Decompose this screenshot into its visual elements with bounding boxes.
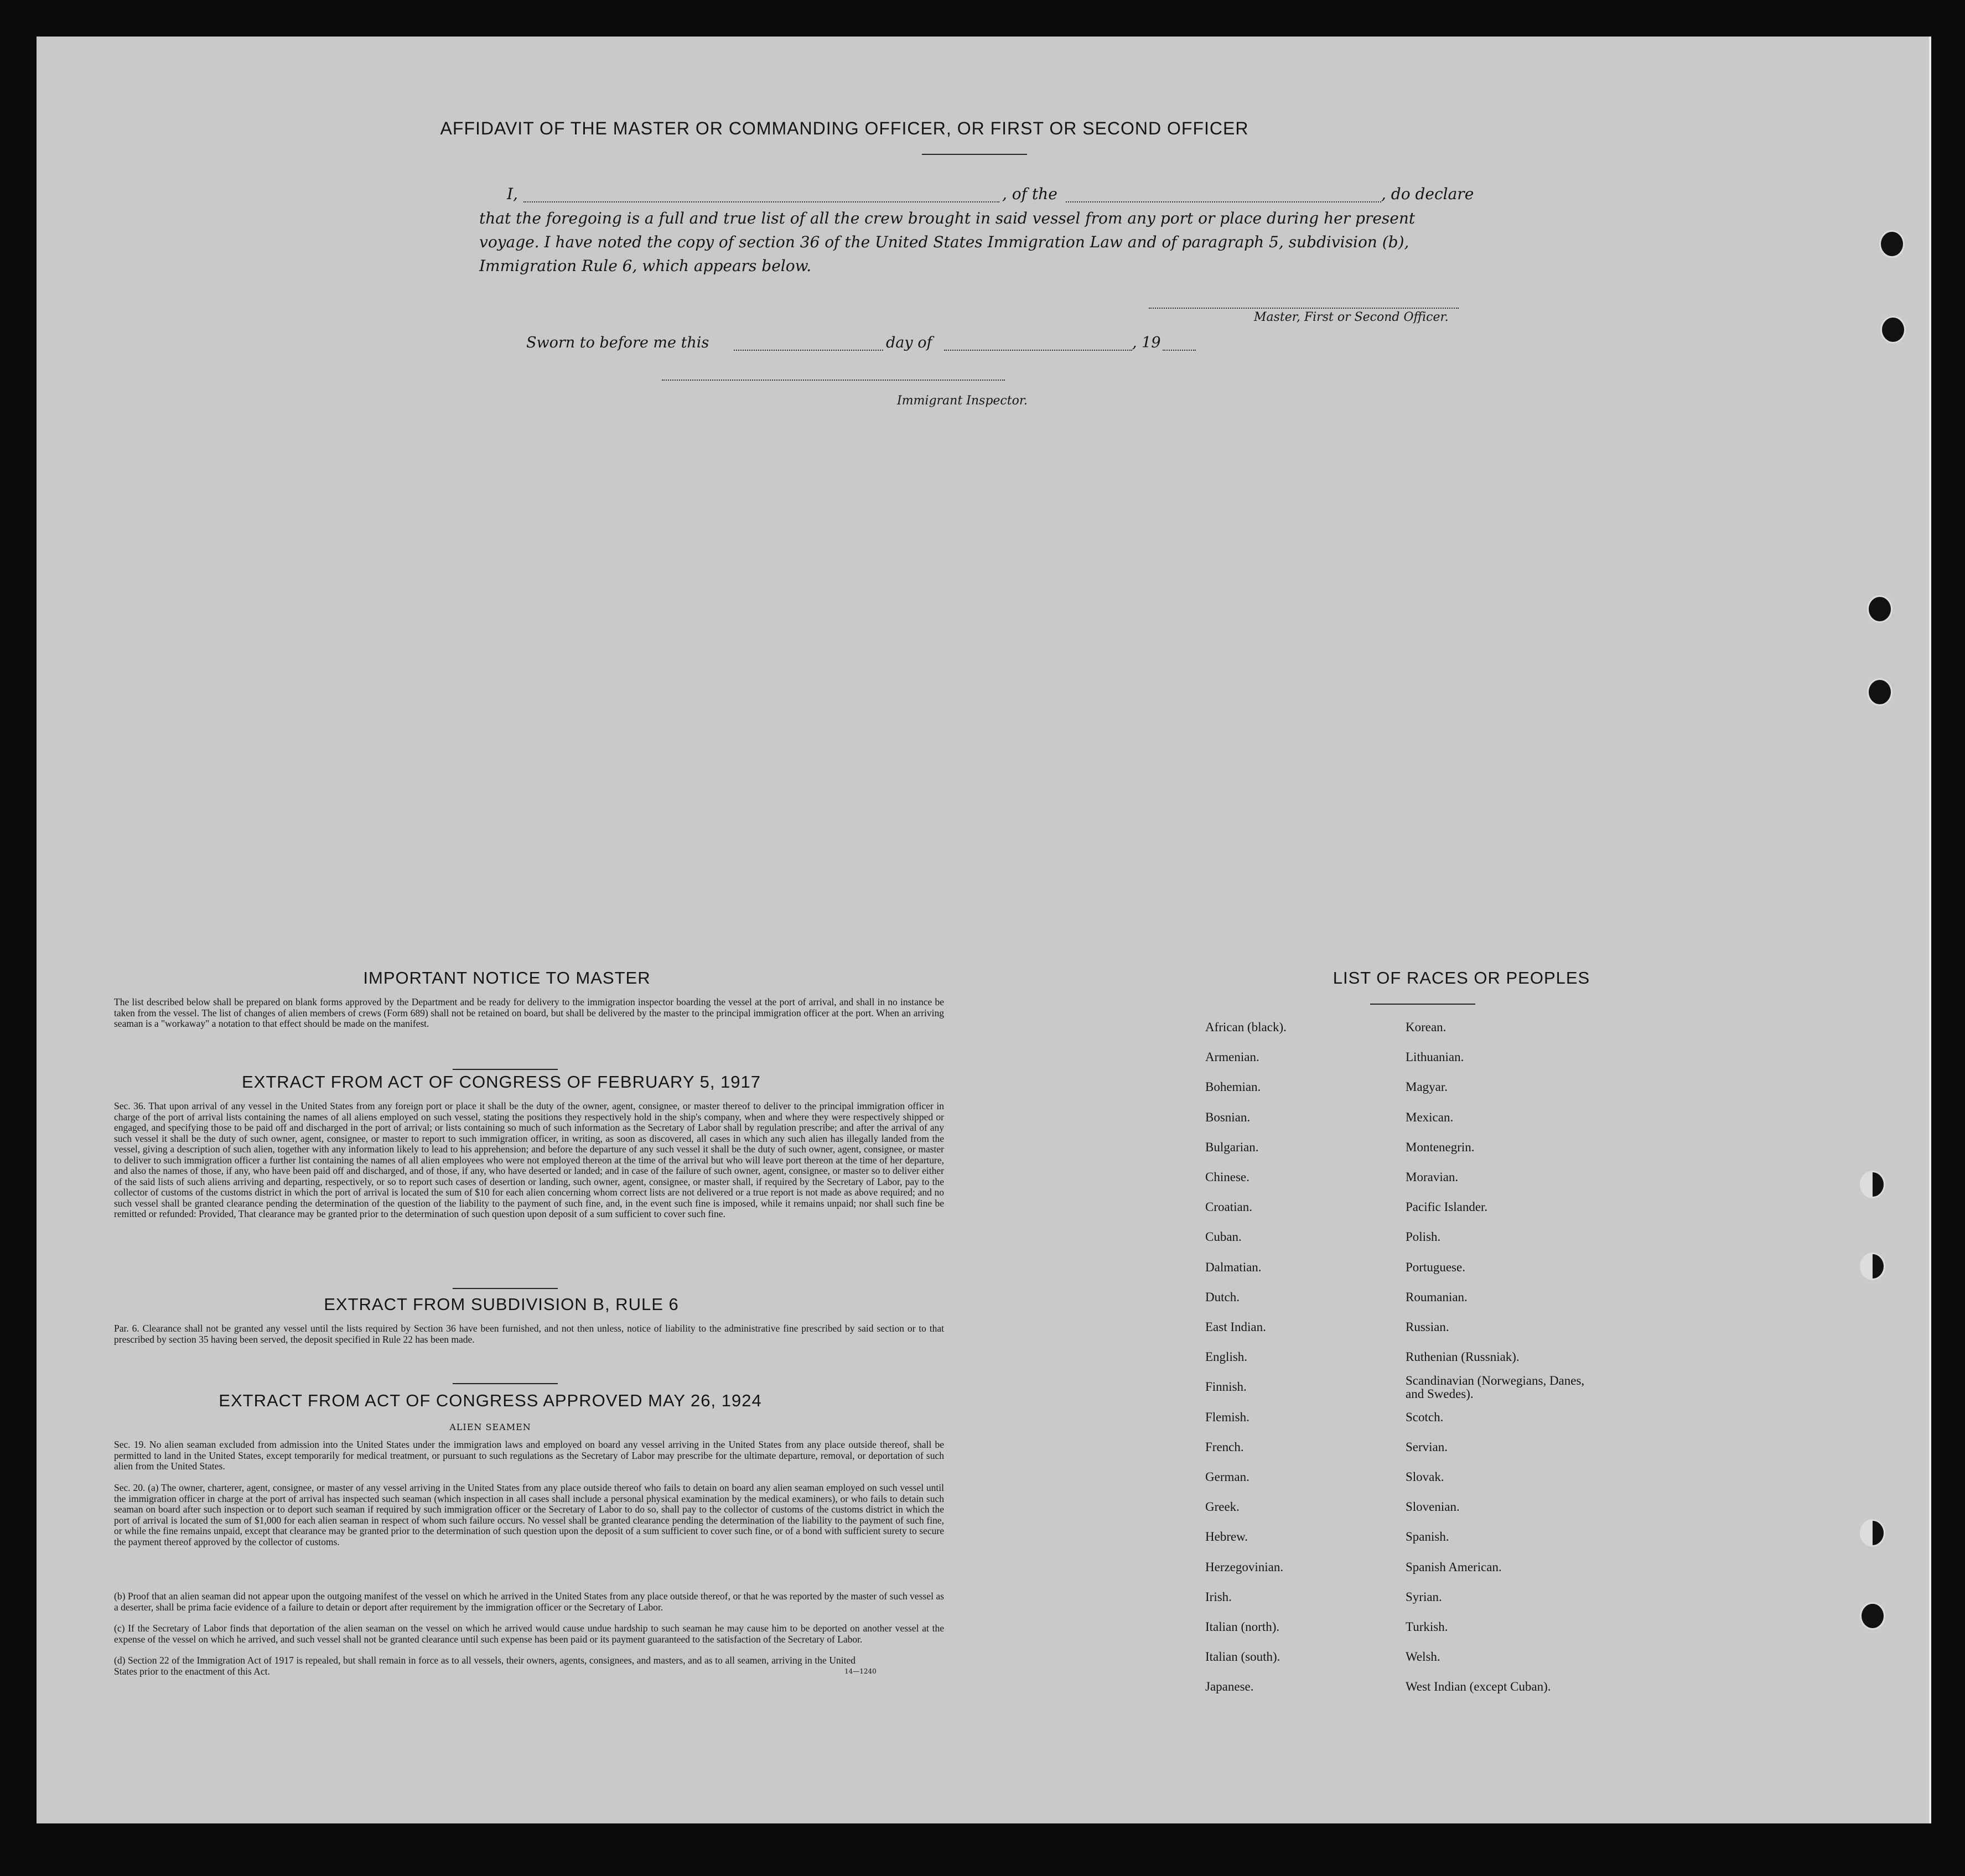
- race-item: Korean.: [1406, 1020, 1446, 1034]
- race-item: Mexican.: [1406, 1110, 1454, 1124]
- binder-hole: [1860, 1519, 1885, 1547]
- binder-hole: [1867, 678, 1893, 706]
- race-item: Spanish American.: [1406, 1560, 1502, 1574]
- race-item: Slovak.: [1406, 1470, 1444, 1484]
- race-item: Slovenian.: [1406, 1500, 1460, 1514]
- month-blank[interactable]: [944, 350, 1132, 351]
- divider: [453, 1383, 558, 1384]
- race-item: Dalmatian.: [1205, 1260, 1262, 1274]
- day-blank[interactable]: [734, 350, 883, 351]
- act1924-sec19: Sec. 19. No alien seaman excluded from admission into the United States under the immigration laws and employed on board any vessel arriving in the United States from any place outside thereof, shall be permitted to land in the United States, except temporarily for medical treatment, or pursuant to such regulations as the Secretary of Labor may prescribe for the ultimate departure, removal, or deportation of such alien from the United States.: [114, 1439, 944, 1472]
- race-item: Portuguese.: [1406, 1260, 1465, 1274]
- divider: [1370, 1004, 1475, 1005]
- act1917-title: EXTRACT FROM ACT OF CONGRESS OF FEBRUARY 5, 1917: [241, 1072, 761, 1092]
- affidavit-of-the: , of the: [1002, 185, 1057, 203]
- divider: [453, 1069, 558, 1070]
- race-item: Spanish.: [1406, 1530, 1449, 1544]
- affidavit-i: I,: [507, 185, 518, 203]
- binder-hole: [1879, 230, 1905, 258]
- act1924-title: EXTRACT FROM ACT OF CONGRESS APPROVED MAY 26, 1924: [219, 1391, 762, 1410]
- race-item: Japanese.: [1205, 1680, 1254, 1694]
- race-item: East Indian.: [1205, 1320, 1266, 1334]
- affidavit-line3: voyage. I have noted the copy of section 36 of the United States Immigration Law and of paragraph 5, subdivision (b),: [479, 233, 1409, 251]
- race-item: Magyar.: [1406, 1080, 1448, 1094]
- race-item: French.: [1205, 1440, 1244, 1454]
- race-item: Scotch.: [1406, 1410, 1444, 1424]
- master-signature-line[interactable]: [1149, 308, 1459, 309]
- affidavit-declare: , do declare: [1381, 185, 1474, 203]
- race-item: Syrian.: [1406, 1589, 1442, 1604]
- race-item: Servian.: [1406, 1440, 1448, 1454]
- race-item: Flemish.: [1205, 1410, 1249, 1424]
- act1924-subtitle: ALIEN SEAMEN: [449, 1422, 531, 1432]
- race-item: Chinese.: [1205, 1170, 1249, 1184]
- act1924-sec20d: (d) Section 22 of the Immigration Act of 1917 is repealed, but shall remain in force as to all vessels, their owners, agents, consignees, and masters, and as to all seamen, arriving in the United States prior to the enactment of this Act.: [114, 1655, 856, 1677]
- race-item: Greek.: [1205, 1500, 1240, 1514]
- document-page: [37, 37, 1931, 1823]
- race-item: Moravian.: [1406, 1170, 1459, 1184]
- race-item: Turkish.: [1406, 1620, 1448, 1634]
- race-item: African (black).: [1205, 1020, 1287, 1034]
- race-item: Italian (south).: [1205, 1650, 1280, 1664]
- inspector-signature-line[interactable]: [662, 380, 1005, 381]
- divider: [453, 1288, 558, 1289]
- notice-title: IMPORTANT NOTICE TO MASTER: [363, 968, 651, 988]
- race-item: Ruthenian (Russniak).: [1406, 1350, 1520, 1364]
- races-title: LIST OF RACES OR PEOPLES: [1333, 968, 1590, 988]
- binder-hole: [1860, 1171, 1885, 1198]
- binder-hole: [1867, 595, 1893, 623]
- sworn-prefix: Sworn to before me this: [526, 334, 709, 351]
- race-item: Bosnian.: [1205, 1110, 1251, 1124]
- race-item: West Indian (except Cuban).: [1406, 1680, 1551, 1694]
- act1924-sec20c: (c) If the Secretary of Labor finds that deportation of the alien seaman on the vessel on which he arrived would cause undue hardship to such seaman he may cause him to be deported on another vessel at the expense of the vessel on which he arrived, and such vessel shall not be granted clearance until such expense has been paid or its payment guaranteed to the satisfaction of the Secretary of Labor.: [114, 1623, 944, 1645]
- race-item: Dutch.: [1205, 1290, 1240, 1304]
- notice-text: The list described below shall be prepared on blank forms approved by the Department and be ready for delivery to the immigration inspector boarding the vessel at the port of arrival, and shall in no instance be taken from the vessel. The list of changes of alien members of crews (Form 689) shall not be retained on board, but shall be delivered by the master to the principal immigration officer at the port. When an arriving seaman is a "workaway" a notation to that effect should be made on the manifest.: [114, 996, 944, 1029]
- sworn-year: , 19: [1132, 334, 1161, 351]
- binder-hole: [1860, 1253, 1885, 1280]
- form-number: 14—1240: [844, 1667, 877, 1675]
- race-item: Bulgarian.: [1205, 1140, 1259, 1154]
- race-item: Scandinavian (Norwegians, Danes, and Swedes).: [1406, 1374, 1585, 1401]
- race-item: German.: [1205, 1470, 1249, 1484]
- act1924-sec20b: (b) Proof that an alien seaman did not appear upon the outgoing manifest of the vessel on which he arrived in the United States from any place outside thereof, or that he was reported by the master of such vessel as a deserter, shall be prima facie evidence of a failure to detain or deport after requirement by the immigration officer or the Secretary of Labor.: [114, 1591, 944, 1613]
- binder-hole: [1860, 1602, 1885, 1630]
- race-item: Hebrew.: [1205, 1530, 1248, 1544]
- race-item: Armenian.: [1205, 1050, 1259, 1064]
- divider: [922, 154, 1027, 155]
- act1924-sec20a: Sec. 20. (a) The owner, charterer, agent, consignee, or master of any vessel arriving in the United States from any place outside thereof who fails to detain on board any alien seaman employed on such vessel until the immigration officer in charge at the port of arrival has inspected such seaman (which inspection in all cases shall include a personal physical examination by the medical examiners), or who fails to detain such seaman on board after such inspection or to deport such seaman if required by such immigration officer or the Secretary of Labor to do so, shall pay to the collector of customs of the customs district in which the port of arrival is located the sum of $1,000 for each alien seaman in respect of whom such failure occurs. No vessel shall be granted clearance pending the determination of the liability to the payment of such fine, or while the fine remains unpaid, except that clearance may be granted prior to the determination of such question upon the deposit of a sum sufficient to cover such fine, or of a bond with sufficient surety to secure the payment thereof approved by the collector of customs.: [114, 1482, 944, 1547]
- sworn-day-of: day of: [886, 334, 932, 351]
- name-blank[interactable]: [523, 201, 999, 202]
- binder-hole: [1880, 316, 1906, 344]
- affidavit-title: AFFIDAVIT OF THE MASTER OR COMMANDING OFFICER, OR FIRST OR SECOND OFFICER: [440, 118, 1249, 138]
- year-blank[interactable]: [1163, 350, 1196, 351]
- race-item: Finnish.: [1205, 1380, 1247, 1394]
- race-item: Irish.: [1205, 1589, 1232, 1604]
- race-item: Cuban.: [1205, 1230, 1242, 1244]
- race-item: Bohemian.: [1205, 1080, 1261, 1094]
- inspector-label: Immigrant Inspector.: [897, 394, 1028, 408]
- race-item: Russian.: [1406, 1320, 1449, 1334]
- race-item: English.: [1205, 1350, 1248, 1364]
- race-item: Welsh.: [1406, 1650, 1440, 1664]
- vessel-blank[interactable]: [1066, 201, 1381, 202]
- race-item: Italian (north).: [1205, 1620, 1280, 1634]
- race-item: Polish.: [1406, 1230, 1441, 1244]
- race-item: Roumanian.: [1406, 1290, 1468, 1304]
- master-signature-label: Master, First or Second Officer.: [1254, 310, 1449, 324]
- race-item: Lithuanian.: [1406, 1050, 1464, 1064]
- rule6-text: Par. 6. Clearance shall not be granted any vessel until the lists required by Section 36 have been furnished, and not then unless, notice of liability to the administrative fine prescribed by said section or to that prescribed by section 35 having been served, the deposit specified in Rule 22 has been made.: [114, 1323, 944, 1345]
- race-item: Montenegrin.: [1406, 1140, 1475, 1154]
- affidavit-line2: that the foregoing is a full and true list of all the crew brought in said vessel from any port or place during her present: [479, 209, 1416, 227]
- race-item: Croatian.: [1205, 1200, 1252, 1214]
- race-item: Pacific Islander.: [1406, 1200, 1488, 1214]
- rule6-title: EXTRACT FROM SUBDIVISION B, RULE 6: [324, 1295, 679, 1314]
- affidavit-line4: Immigration Rule 6, which appears below.: [479, 257, 812, 275]
- act1917-text: Sec. 36. That upon arrival of any vessel in the United States from any foreign port or place it shall be the duty of the owner, agent, consignee, or master thereof to deliver to the principal immigration officer in charge of the port of arrival lists containing the names of all aliens employed on such vessel, stating the positions they respectively hold in the ship's company, when and where they were respectively shipped or engaged, and specifying those to be paid off and discharged in the port of arrival; or lists containing so much of such information as the Secretary of Labor shall by regulation prescribe; and after the arrival of any such vessel it shall be the duty of such owner, agent, consignee, or master to report to such immigration officer, in writing, as soon as discovered, all cases in which any such alien has illegally landed from the vessel, giving a description of such alien, together with any information likely to lead to his apprehension; and before the departure of any such vessel it shall be the duty of such owner, agent, consignee, or master to deliver to such immigration officer a further list containing the names of all alien employees who were not employed thereon at the time of the arrival but who will leave port thereon at the time of her departure, and also the names of those, if any, who have been paid off and discharged, and of those, if any, who have deserted or landed; and in case of the failure of such owner, agent, consignee, or master so to deliver either of the said lists of such aliens arriving and departing, respectively, or so to report such cases of desertion or landing, such owner, agent, consignee, or master shall, if required by the Secretary of Labor, pay to the collector of customs of the customs district in which the port of arrival is located the sum of $10 for each alien concerning whom correct lists are not delivered or a true report is not made as above required; and no such vessel shall be granted clearance pending the determination of the question of the liability to the payment of such fine, and, in the event such fine is imposed, while it remains unpaid; nor shall such fine be remitted or refunded: Provided, That clearance may be granted prior to the determination of such question upon deposit of a sum sufficient to cover such fine.: [114, 1100, 944, 1219]
- race-item: Herzegovinian.: [1205, 1560, 1284, 1574]
